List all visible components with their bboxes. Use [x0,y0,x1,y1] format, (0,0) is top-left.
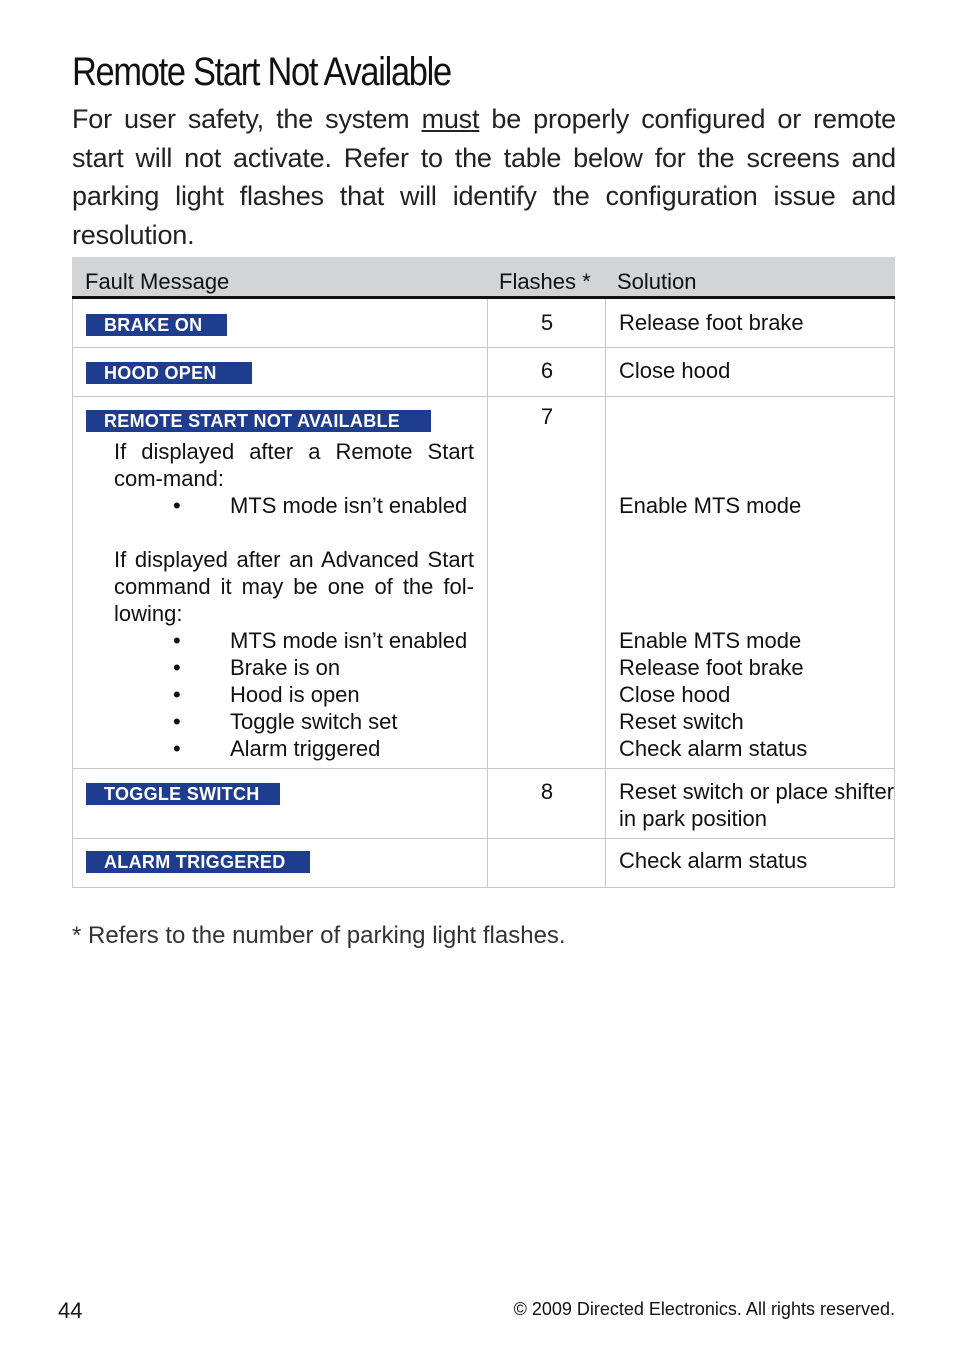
solution-text: Close hood [619,682,731,707]
flashes-value: 6 [540,358,554,383]
remote-start-description: If displayed after a Remote Start com-mand: [114,439,474,491]
solution-text: Enable MTS mode [619,628,802,653]
list-item [114,735,474,762]
bullet-glyph: • [173,736,181,761]
list-item [114,708,474,735]
cause-text: MTS mode isn’t enabled [230,628,468,653]
flashes-cell [487,839,605,887]
fault-badge-hood-open: HOOD OPEN [86,362,252,384]
solution-cell [605,839,895,887]
cause-text: Toggle switch set [230,709,398,734]
solution-text: Release foot brake [619,310,804,335]
intro-paragraph [72,100,896,254]
fault-cell [73,839,487,887]
bullet-glyph: • [173,628,181,653]
solution-text: Release foot brake [619,655,804,680]
cause-text: MTS mode isn’t enabled [230,493,468,518]
bullet-glyph: • [173,655,181,680]
flashes-value: 5 [540,310,554,335]
solution-text: Close hood [619,358,731,383]
cause-text: Alarm triggered [230,736,381,761]
solution-cell [605,397,895,768]
header-solution: Solution [617,269,697,294]
page-number: 44 [58,1298,83,1323]
flashes-cell [487,397,605,768]
table-row [72,839,895,888]
table-row [72,299,895,348]
bullet-glyph: • [173,682,181,707]
solution-text: in park position [619,806,767,831]
fault-badge-remote-start-not-available: REMOTE START NOT AVAILABLE [86,410,431,432]
table-row [72,348,895,397]
flashes-value: 7 [540,404,554,429]
page-title: Remote Start Not Available [72,50,451,94]
intro-text-end: be properly configured or remote start will not activate. Refer to the table below for the screens and parking light flashes that will identify the configuration issue and resolution. [72,104,896,250]
list-item [114,492,474,519]
cause-text: Brake is on [230,655,341,680]
flashes-value: 8 [540,779,554,804]
fault-cell [73,299,487,347]
solution-text: Check alarm status [619,848,808,873]
intro-emphasis: must [421,104,480,134]
remote-start-causes [114,492,474,519]
table-header [72,257,895,299]
advanced-start-description: If displayed after an Advanced Start command it may be one of the fol-lowing: [114,547,474,626]
list-item [114,627,474,654]
solution-text: Check alarm status [619,736,808,761]
solution-cell [605,348,895,396]
fault-badge-brake-on: BRAKE ON [86,314,227,336]
solution-cell [605,769,895,838]
cause-text: Hood is open [230,682,360,707]
solution-text: Reset switch [619,709,744,734]
intro-text-start: For user safety, the system [72,104,422,134]
fault-cell [73,397,487,768]
fault-badge-toggle-switch: TOGGLE SWITCH [86,783,280,805]
solution-text: Enable MTS mode [619,493,802,518]
list-item [114,654,474,681]
flashes-cell [487,348,605,396]
solution-text: Reset switch or place shifter [619,779,895,804]
fault-badge-alarm-triggered: ALARM TRIGGERED [86,851,310,873]
copyright-notice: © 2009 Directed Electronics. All rights reserved. [513,1299,895,1319]
header-flashes: Flashes * [499,269,591,294]
fault-cell [73,769,487,838]
footnote: * Refers to the number of parking light flashes. [72,922,566,949]
bullet-glyph: • [173,709,181,734]
bullet-glyph: • [173,493,181,518]
list-item [114,681,474,708]
solution-cell [605,299,895,347]
advanced-start-causes [114,627,474,762]
header-fault-message: Fault Message [85,269,230,294]
table-row [72,397,895,769]
fault-cell [73,348,487,396]
flashes-cell [487,769,605,838]
table-row [72,769,895,839]
flashes-cell [487,299,605,347]
